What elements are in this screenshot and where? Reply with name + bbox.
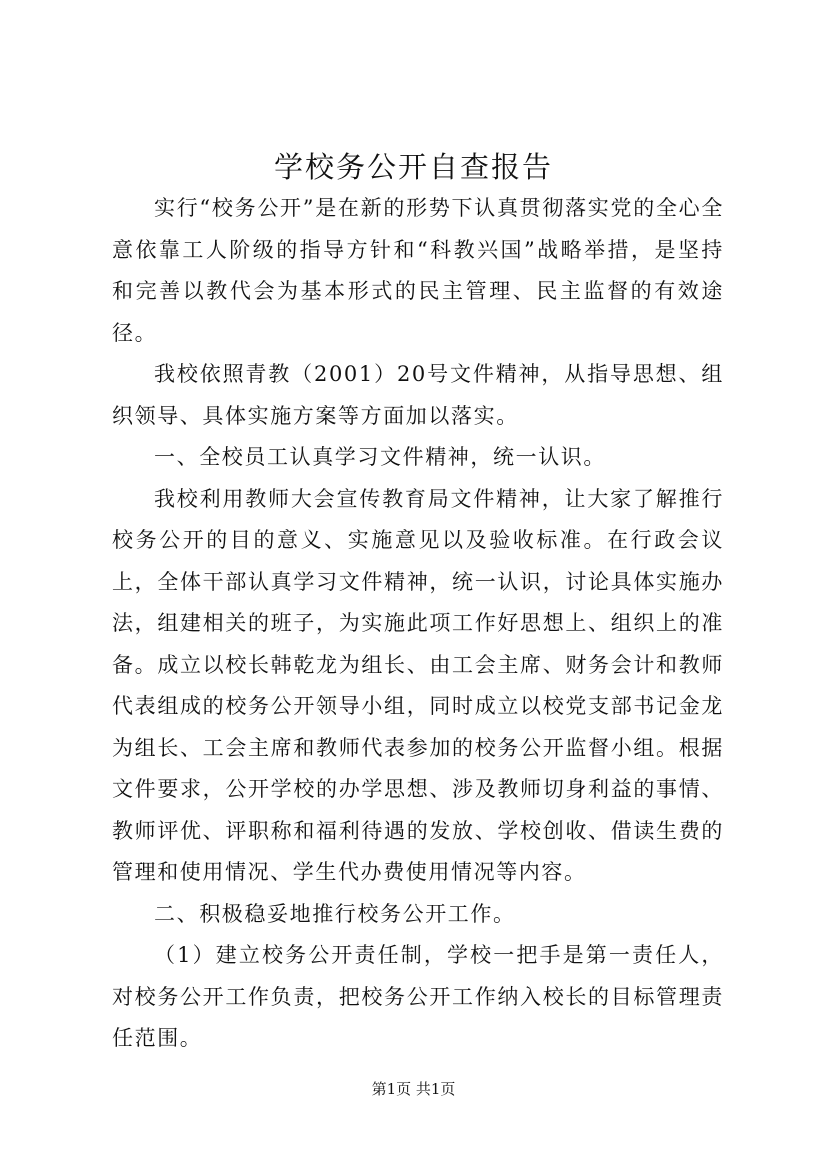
section-heading-1: 一、全校员工认真学习文件精神，统一认识。 [154, 445, 606, 469]
document-body [112, 188, 724, 1060]
page-footer: 第1页 共1页 [371, 1080, 456, 1098]
paragraph-section-1: 我校利用教师大会宣传教育局文件精神，让大家了解推行校务公开的目的意义、实施意见以及验收标准。在行政会议上，全体干部认真学习文件精神，统一认识，讨论具体实施办法，组建相关的班子，为实施此项工作好思想上、组织上的准备。成立以校长韩乾龙为组长、由工会主席、财务会计和教师代表组成的校务公开领导小组，同时成立以校党支部书记金龙为组长、工会主席和教师代表参加的校务公开监督小组。根据文件要求，公开学校的办学思想、涉及教师切身利益的事情、教师评优、评职称和福利待遇的发放、学校创收、借读生费的管理和使用情况、学生代办费使用情况等内容。 [112, 486, 724, 884]
document-title: 学校务公开自查报告 [273, 150, 553, 184]
paragraph-item-1: （1）建立校务公开责任制，学校一把手是第一责任人，对校务公开工作负责，把校务公开工作纳入校长的目标管理责任范围。 [112, 943, 724, 1050]
paragraph-intro: 实行“校务公开”是在新的形势下认真贯彻落实党的全心全意依靠工人阶级的指导方针和“科教兴国”战略举措，是坚持和完善以教代会为基本形式的民主管理、民主监督的有效途径。 [112, 196, 724, 345]
paragraph-basis: 我校依照青教（2001）20号文件精神，从指导思想、组织领导、具体实施方案等方面加以落实。 [112, 362, 724, 428]
section-heading-2: 二、积极稳妥地推行校务公开工作。 [154, 901, 516, 926]
